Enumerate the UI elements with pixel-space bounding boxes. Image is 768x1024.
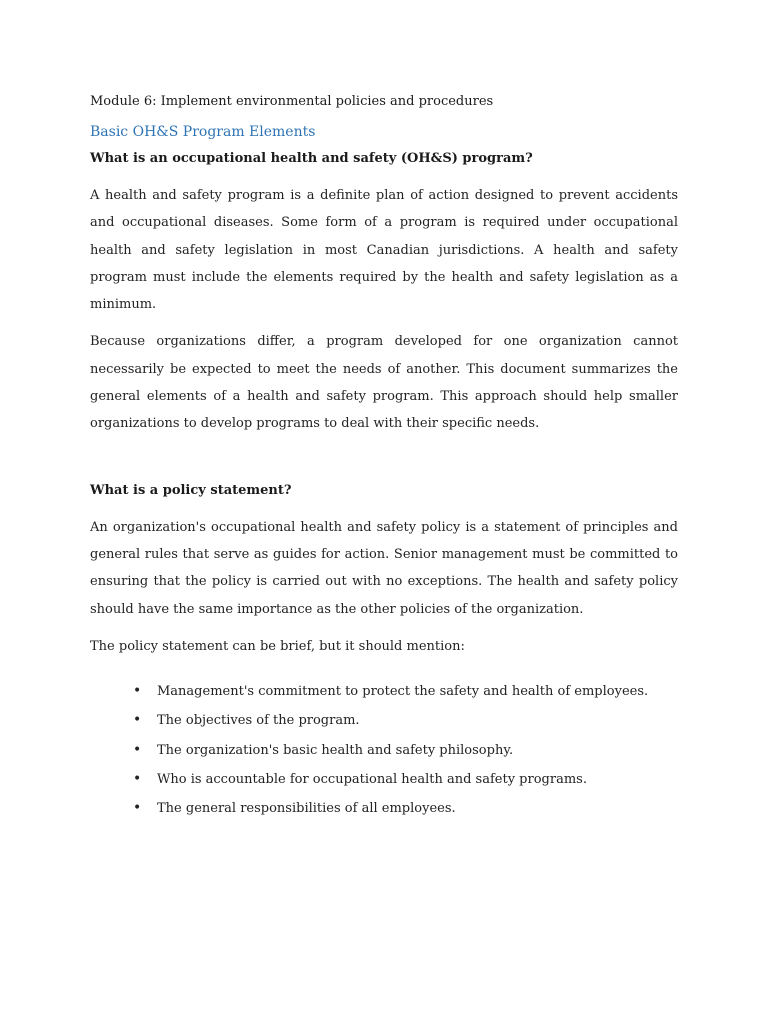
paragraph-organizations-differ: Because organizations differ, a program developed for one organization cannot necessarily be expected to meet the needs of another. This document summarizes the general elements of a health and safety program. This approach should help smaller organizations to develop programs to deal with their specific needs.	[90, 334, 678, 432]
list-item-text: The objectives of the program.	[157, 713, 360, 729]
bullet-icon: •	[133, 800, 142, 817]
section-heading: Basic OH&S Program Elements	[90, 124, 316, 140]
list-item	[133, 737, 678, 764]
list-item-text: The organization's basic health and safety philosophy.	[157, 742, 514, 758]
list-item	[133, 678, 678, 705]
paragraph-policy-definition: An organization's occupational health and safety policy is a statement of principles and general rules that serve as guides for action. Senior management must be committed to ensuring that the policy is carried out with no exceptions. The health and safety policy should have the same importance as the other policies of the organization.	[90, 519, 678, 617]
list-item	[133, 766, 678, 793]
paragraph-policy-mention: The policy statement can be brief, but it should mention:	[90, 638, 465, 654]
list-item-text: Who is accountable for occupational health and safety programs.	[157, 772, 587, 788]
list-item	[133, 795, 678, 822]
bullet-icon: •	[133, 712, 142, 729]
bullet-icon: •	[133, 683, 142, 700]
list-item-text: Management's commitment to protect the safety and health of employees.	[157, 684, 649, 700]
module-title: Module 6: Implement environmental policies and procedures	[90, 94, 494, 109]
paragraph-program-definition: A health and safety program is a definite plan of action designed to prevent accidents and occupational diseases. Some form of a program is required under occupational health and safety legislation in most Canadian jurisdictions. A health and safety program must include the elements required by the health and safety legislation as a minimum.	[90, 188, 678, 313]
list-item-text: The general responsibilities of all employees.	[157, 801, 456, 817]
question-policy-statement: What is a policy statement?	[90, 482, 292, 498]
policy-bullet-list	[90, 678, 678, 822]
bullet-icon: •	[133, 771, 142, 788]
list-item	[133, 707, 678, 734]
document-page	[90, 88, 678, 825]
question-ohs-program: What is an occupational health and safety (OH&S) program?	[90, 151, 533, 166]
bullet-icon: •	[133, 741, 142, 758]
